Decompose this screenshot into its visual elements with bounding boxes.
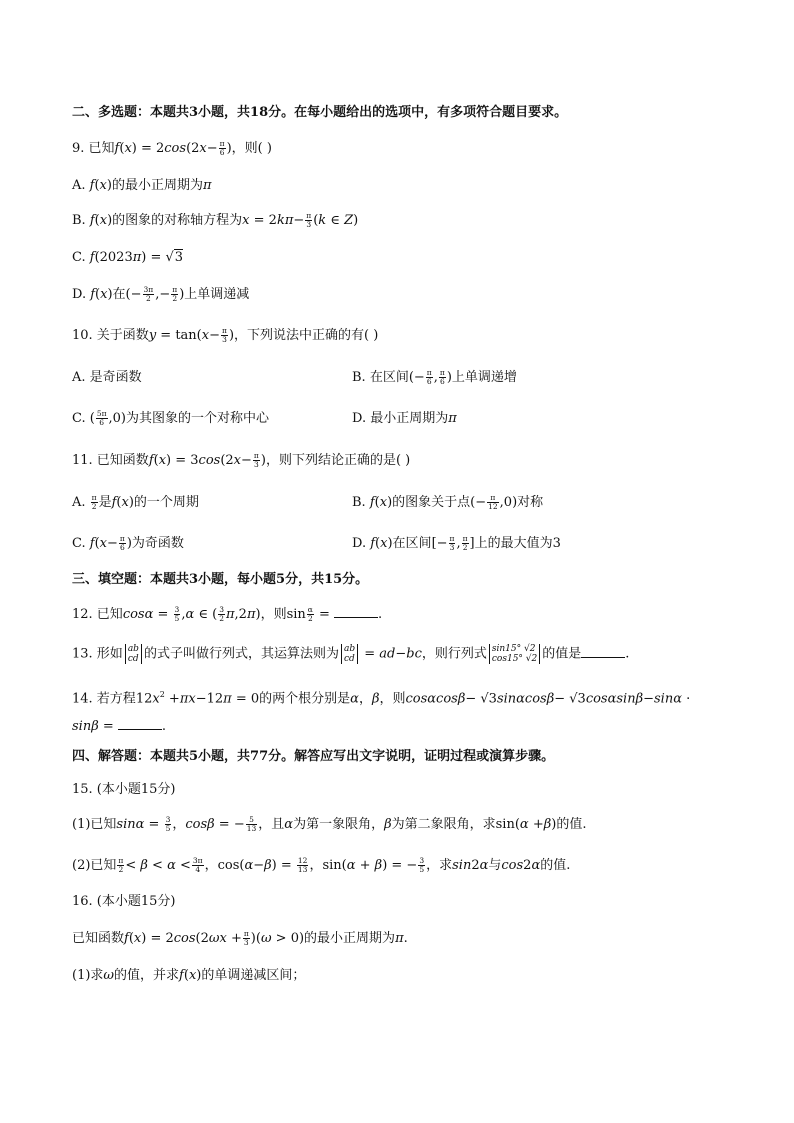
q10-option-d: D. 最小正周期为π bbox=[352, 411, 457, 426]
q10-option-b: B. 在区间(− $\frac{\pi}{6}$ , $\frac{\pi}{6}$ )上单调递增 bbox=[352, 368, 517, 386]
q10-option-a: A. 是奇函数 bbox=[72, 370, 142, 385]
q11-option-b: B. f(x)的图象关于点(− $\frac{\pi}{12}$ ,0)对称 bbox=[352, 493, 544, 511]
q14-line2: sinβ = . bbox=[72, 719, 167, 734]
q11-option-d: D. f(x)在区间[− $\frac{\pi}{3}$ , $\frac{\pi}{2}$ ]上的最大值为3 bbox=[352, 534, 561, 552]
q10-option-c: C. ( $\frac{5\pi}{6}$ ,0)为其图象的一个对称中心 bbox=[72, 409, 270, 427]
q16-part1: (1)求ω的值，并求f(x)的单调递减区间； bbox=[72, 968, 306, 983]
q10-stem: 10. 关于函数y = tan(x− $\frac{\pi}{3}$ )，下列说法中正确的有( ) bbox=[72, 326, 379, 344]
q9-option-d: D. f(x)在(− $\frac{3\pi}{2}$ ,− $\frac{\pi}{2}$ )上单调递减 bbox=[72, 285, 250, 303]
q9-stem: 9. 已知f(x) = 2cos(2x− $\frac{\pi}{6}$ )，则( ) bbox=[72, 139, 272, 157]
q15-part2: (2)已知 $\frac{\pi}{2}$ < β < α < $\frac{3\pi}{4}$ ，cos(α−β) = $\frac{12}{13}$ ，sin(α + β) = − $\frac{3}{5}$ ，求sin2α与cos2α的值. bbox=[72, 856, 571, 874]
section-4-heading: 四、解答题：本题共5小题，共77分。解答应写出文字说明，证明过程或演算步骤。 bbox=[72, 749, 555, 764]
q11-option-a: A. $\frac{\pi}{2}$ 是f(x)的一个周期 bbox=[72, 493, 199, 511]
q9-option-c: C. f(2023π) = √3 bbox=[72, 250, 184, 265]
q15-part1: (1)已知sinα = $\frac{3}{5}$ ，cosβ = − $\frac{5}{13}$ ，且α为第一象限角，β为第二象限角，求sin(α +β)的值. bbox=[72, 815, 587, 833]
q9-option-b: B. f(x)的图象的对称轴方程为x = 2kπ− $\frac{\pi}{3}$ (k ∈ Z) bbox=[72, 211, 359, 229]
section-3-heading: 三、填空题：本题共3小题，每小题5分，共15分。 bbox=[72, 572, 369, 587]
q9-option-a: A. f(x)的最小正周期为π bbox=[72, 178, 212, 193]
q11-option-c: C. f(x− $\frac{\pi}{6}$ )为奇函数 bbox=[72, 534, 184, 552]
q15-title: 15. (本小题15分) bbox=[72, 782, 176, 797]
q11-stem: 11. 已知函数f(x) = 3cos(2x− $\frac{\pi}{3}$ )，则下列结论正确的是( ) bbox=[72, 451, 411, 469]
q14-line1: 14. 若方程$12x^2 +\pi x-12\pi = 0$的两个根分别是α，β，则cosαcosβ− √3sinαcosβ− √3cosαsinβ−sinα · bbox=[72, 690, 691, 707]
q13: 13. 形如 ab cd 的式子叫做行列式，其运算法则为 ab cd = ad−bc，则行列式 sin15° √2 cos15° √2 的值是 . bbox=[72, 644, 630, 664]
section-2-heading: 二、多选题：本题共3小题，共18分。在每小题给出的选项中，有多项符合题目要求。 bbox=[72, 105, 568, 120]
q12: 12. 已知cosα = $\frac{3}{5}$ ,α ∈ ( $\frac{3}{2}$ π,2π)，则sin $\frac{\alpha}{2}$ = . bbox=[72, 605, 383, 623]
q16-stem: 已知函数f(x) = 2cos(2ωx + $\frac{\pi}{3}$ )(ω > 0)的最小正周期为π. bbox=[72, 929, 408, 947]
q16-title: 16. (本小题15分) bbox=[72, 894, 176, 909]
